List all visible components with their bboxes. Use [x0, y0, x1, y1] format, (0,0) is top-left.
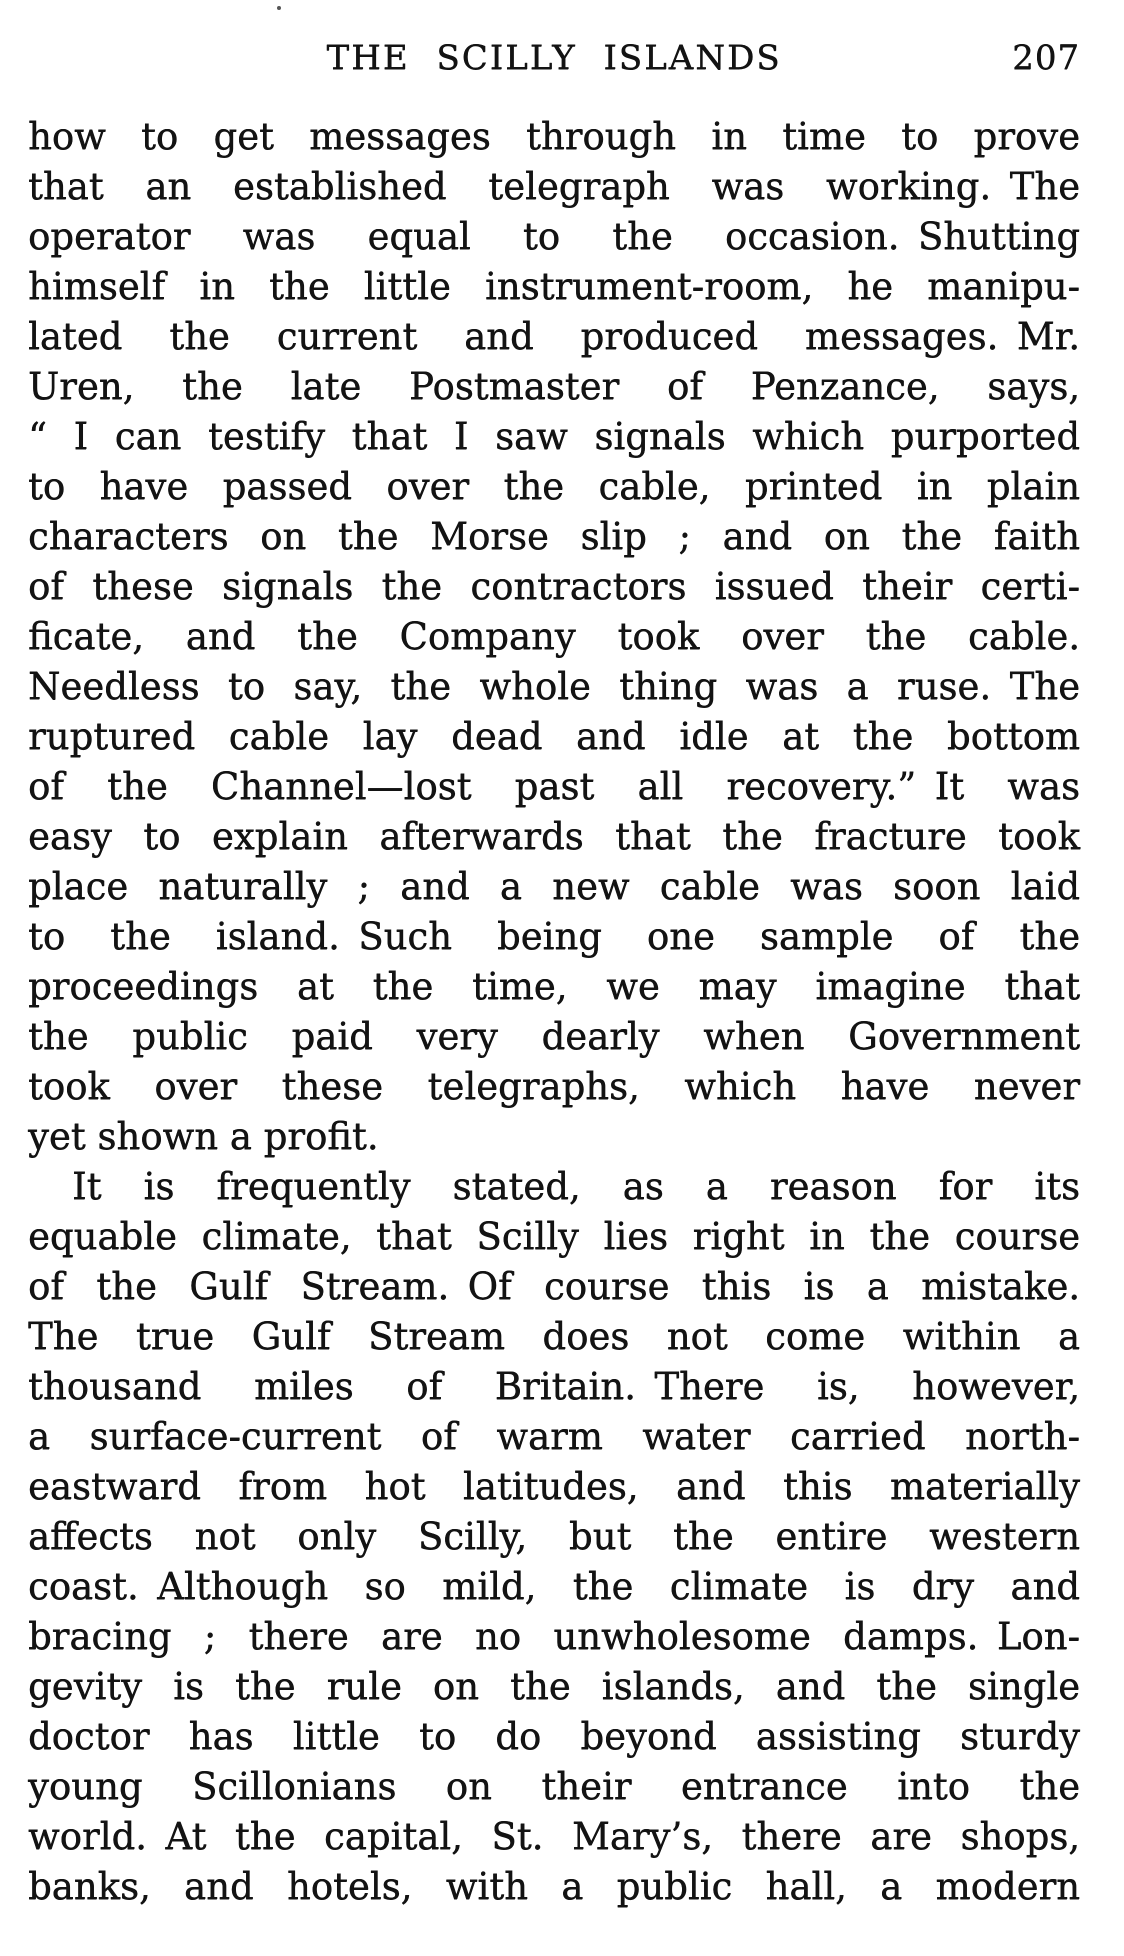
text-line: how to get messages through in time to prove	[28, 115, 1080, 158]
running-header	[28, 30, 1080, 86]
text-line: gevity is the rule on the islands, and the single	[28, 1665, 1080, 1708]
text-line: eastward from hot latitudes, and this materially	[28, 1465, 1080, 1508]
text-line: characters on the Morse slip ; and on the faith	[28, 515, 1080, 558]
text-line: of these signals the contractors issued their certi-	[28, 565, 1080, 608]
text-line: himself in the little instrument-room, he manipu-	[28, 265, 1080, 308]
text-line: world. At the capital, St. Mary’s, there are shops,	[28, 1815, 1080, 1858]
text-line: took over these telegraphs, which have never	[28, 1065, 1080, 1108]
text-line: banks, and hotels, with a public hall, a modern	[28, 1865, 1080, 1908]
text-line: coast. Although so mild, the climate is dry and	[28, 1565, 1080, 1608]
text-line: the public paid very dearly when Government	[28, 1015, 1080, 1058]
text-line: young Scillonians on their entrance into the	[28, 1765, 1080, 1808]
text-line: yet shown a profit.	[28, 1115, 379, 1158]
text-line: of the Channel—lost past all recovery.” It was	[28, 765, 1080, 808]
text-line: to have passed over the cable, printed in plain	[28, 465, 1080, 508]
text-line: that an established telegraph was working. The	[28, 165, 1080, 208]
text-line: The true Gulf Stream does not come within a	[28, 1315, 1080, 1358]
scan-artifact-dot	[277, 6, 281, 10]
text-line: Needless to say, the whole thing was a ruse. The	[28, 665, 1080, 708]
text-line: It is frequently stated, as a reason for its	[72, 1165, 1080, 1208]
paragraph	[28, 1162, 1080, 1912]
text-line: proceedings at the time, we may imagine that	[28, 965, 1080, 1008]
text-line: “ I can testify that I saw signals which purported	[28, 415, 1080, 458]
text-line: doctor has little to do beyond assisting sturdy	[28, 1715, 1080, 1758]
text-line: place naturally ; and a new cable was soon laid	[28, 865, 1080, 908]
text-line: easy to explain afterwards that the fracture took	[28, 815, 1080, 858]
running-title: THE SCILLY ISLANDS	[326, 38, 782, 78]
text-line: lated the current and produced messages. Mr.	[28, 315, 1080, 358]
text-line: equable climate, that Scilly lies right in the course	[28, 1215, 1080, 1258]
text-line: operator was equal to the occasion. Shutting	[28, 215, 1080, 258]
page-number: 207	[1012, 38, 1080, 78]
text-line: to the island. Such being one sample of the	[28, 915, 1080, 958]
text-line: ficate, and the Company took over the cable.	[28, 615, 1080, 658]
text-line: affects not only Scilly, but the entire western	[28, 1515, 1080, 1558]
text-line: a surface-current of warm water carried north-	[28, 1415, 1080, 1458]
page-body	[28, 112, 1080, 1912]
text-line: thousand miles of Britain. There is, however,	[28, 1365, 1080, 1408]
text-line: of the Gulf Stream. Of course this is a mistake.	[28, 1265, 1080, 1308]
text-line: bracing ; there are no unwholesome damps. Lon-	[28, 1615, 1080, 1658]
text-line: ruptured cable lay dead and idle at the bottom	[28, 715, 1080, 758]
text-line: Uren, the late Postmaster of Penzance, says,	[28, 365, 1080, 408]
paragraph	[28, 112, 1080, 1162]
